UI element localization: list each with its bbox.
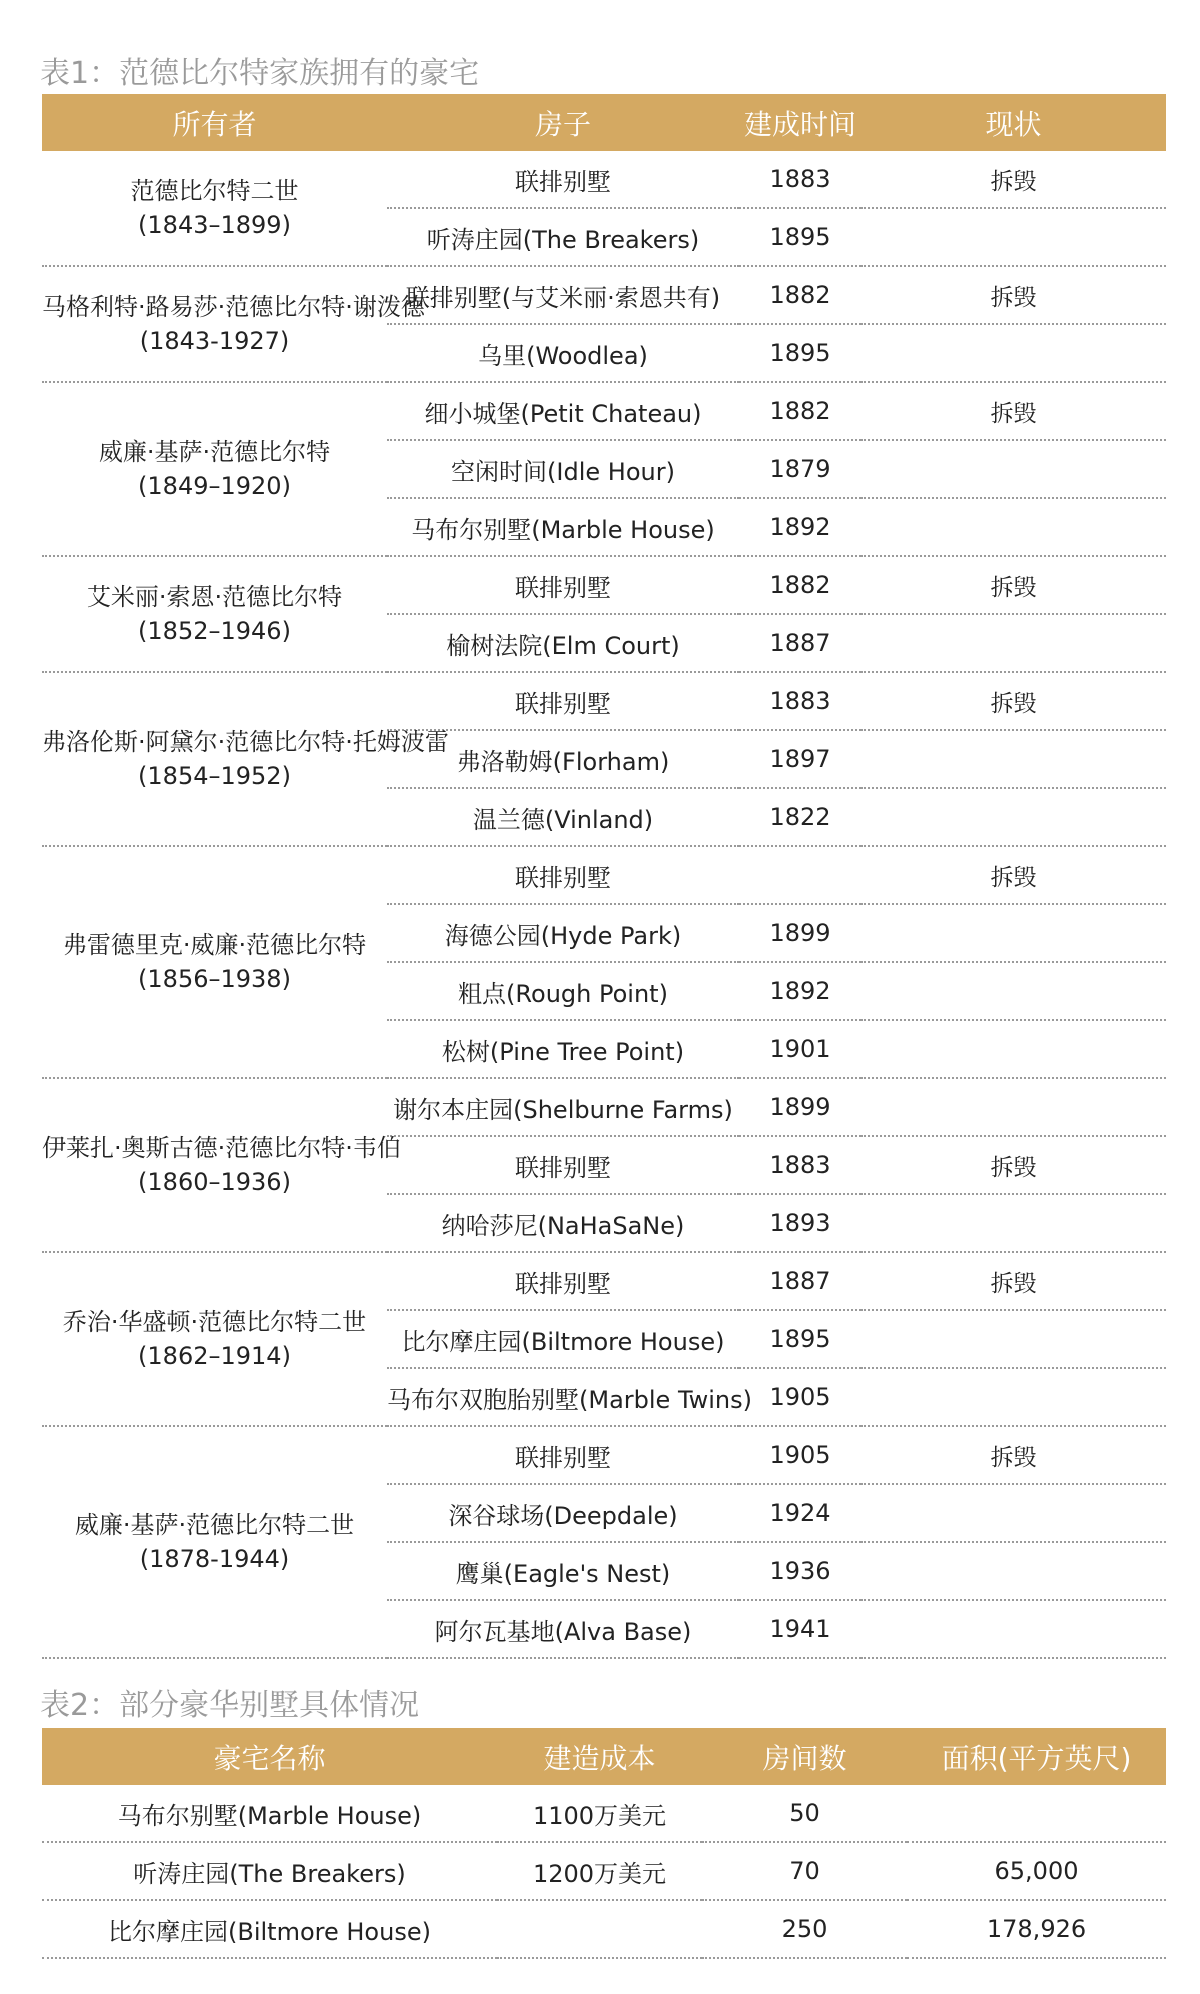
owner-cell	[42, 1426, 387, 1658]
cost-cell	[497, 1900, 702, 1958]
year-cell: 1924	[739, 1484, 861, 1542]
status-cell	[861, 1542, 1166, 1600]
owner-years: (1843–1899)	[138, 211, 291, 239]
owner-name: 弗雷德里克·威廉·范德比尔特	[62, 931, 367, 959]
house-cell: 联排别墅(与艾米丽·索恩共有)	[387, 266, 739, 324]
area-cell	[907, 1785, 1166, 1842]
owner-cell	[42, 1252, 387, 1426]
status-cell	[861, 1600, 1166, 1658]
year-cell: 1822	[739, 788, 861, 846]
table2-body	[42, 1785, 1166, 1958]
year-cell: 1882	[739, 382, 861, 440]
status-cell	[861, 1368, 1166, 1426]
table-row	[42, 846, 1166, 904]
year-cell: 1936	[739, 1542, 861, 1600]
table1-caption: 表1：范德比尔特家族拥有的豪宅	[40, 56, 480, 91]
owner-name: 乔治·华盛顿·范德比尔特二世	[62, 1308, 367, 1336]
owner-name: 范德比尔特二世	[130, 177, 299, 205]
house-cell: 马布尔别墅(Marble House)	[387, 498, 739, 556]
year-cell: 1883	[739, 672, 861, 730]
owner-years: (1843-1927)	[139, 327, 290, 355]
status-cell	[861, 1484, 1166, 1542]
villa-details-table	[42, 1728, 1166, 1959]
year-cell: 1905	[739, 1368, 861, 1426]
year-cell: 1879	[739, 440, 861, 498]
house-cell: 弗洛勒姆(Florham)	[387, 730, 739, 788]
year-cell: 1887	[739, 614, 861, 672]
rooms-cell: 50	[702, 1785, 907, 1842]
owner-cell	[42, 672, 449, 846]
year-cell: 1899	[739, 1078, 861, 1136]
header-owner: 所有者	[42, 94, 387, 151]
house-cell: 联排别墅	[387, 1136, 739, 1194]
house-cell: 阿尔瓦基地(Alva Base)	[387, 1600, 739, 1658]
house-cell: 细小城堡(Petit Chateau)	[387, 382, 739, 440]
header-year: 建成时间	[739, 94, 861, 151]
year-cell: 1893	[739, 1194, 861, 1252]
table-row	[42, 556, 1166, 614]
header-area: 面积(平方英尺)	[907, 1728, 1166, 1785]
status-cell: 拆毁	[861, 1136, 1166, 1194]
status-cell	[861, 440, 1166, 498]
status-cell: 拆毁	[861, 151, 1166, 208]
area-cell: 65,000	[907, 1842, 1166, 1900]
status-cell: 拆毁	[861, 672, 1166, 730]
house-cell: 联排别墅	[387, 556, 739, 614]
house-cell: 松树(Pine Tree Point)	[387, 1020, 739, 1078]
house-cell: 空闲时间(Idle Hour)	[387, 440, 739, 498]
status-cell	[861, 904, 1166, 962]
status-cell: 拆毁	[861, 382, 1166, 440]
status-cell: 拆毁	[861, 1252, 1166, 1310]
table-row	[42, 382, 1166, 440]
status-cell	[861, 730, 1166, 788]
status-cell	[861, 208, 1166, 266]
house-cell: 联排别墅	[387, 672, 739, 730]
owner-cell	[42, 846, 387, 1078]
status-cell: 拆毁	[861, 556, 1166, 614]
owner-name: 威廉·基萨·范德比尔特	[98, 438, 331, 466]
table2-header-row	[42, 1728, 1166, 1785]
house-cell: 马布尔双胞胎别墅(Marble Twins)	[387, 1368, 739, 1426]
owner-years: (1854–1952)	[138, 762, 291, 790]
rooms-cell: 70	[702, 1842, 907, 1900]
house-cell: 温兰德(Vinland)	[387, 788, 739, 846]
table-row	[42, 1842, 1166, 1900]
house-cell: 比尔摩庄园(Biltmore House)	[387, 1310, 739, 1368]
cost-cell: 1200万美元	[497, 1842, 702, 1900]
table-row	[42, 1078, 1166, 1136]
table-row	[42, 1785, 1166, 1842]
mansions-table	[42, 94, 1166, 1659]
house-cell: 纳哈莎尼(NaHaSaNe)	[387, 1194, 739, 1252]
villa-name-cell: 比尔摩庄园(Biltmore House)	[42, 1900, 497, 1958]
owner-cell	[42, 151, 387, 266]
owner-name: 马格利特·路易莎·范德比尔特·谢泼德	[42, 293, 425, 321]
status-cell	[861, 1310, 1166, 1368]
table-row	[42, 1252, 1166, 1310]
owner-cell	[42, 1078, 401, 1252]
owner-cell	[42, 266, 425, 382]
table1-header-row	[42, 94, 1166, 151]
owner-cell	[42, 382, 387, 556]
table-row	[42, 672, 1166, 730]
table-row	[42, 266, 1166, 324]
status-cell	[861, 498, 1166, 556]
year-cell: 1897	[739, 730, 861, 788]
owner-years: (1849–1920)	[138, 472, 291, 500]
table-row	[42, 1426, 1166, 1484]
header-name: 豪宅名称	[42, 1728, 497, 1785]
year-cell: 1887	[739, 1252, 861, 1310]
header-house: 房子	[387, 94, 739, 151]
year-cell: 1901	[739, 1020, 861, 1078]
year-cell: 1895	[739, 324, 861, 382]
house-cell: 联排别墅	[387, 846, 739, 904]
year-cell: 1895	[739, 208, 861, 266]
status-cell	[861, 962, 1166, 1020]
owner-name: 威廉·基萨·范德比尔特二世	[74, 1511, 355, 1539]
year-cell: 1882	[739, 266, 861, 324]
status-cell	[861, 1078, 1166, 1136]
status-cell: 拆毁	[861, 846, 1166, 904]
header-status: 现状	[861, 94, 1166, 151]
house-cell: 粗点(Rough Point)	[387, 962, 739, 1020]
year-cell: 1892	[739, 962, 861, 1020]
house-cell: 联排别墅	[387, 151, 739, 208]
status-cell	[861, 1194, 1166, 1252]
owner-years: (1852–1946)	[138, 617, 291, 645]
year-cell: 1899	[739, 904, 861, 962]
year-cell	[739, 846, 861, 904]
villa-name-cell: 听涛庄园(The Breakers)	[42, 1842, 497, 1900]
status-cell	[861, 1020, 1166, 1078]
year-cell: 1895	[739, 1310, 861, 1368]
house-cell: 乌里(Woodlea)	[387, 324, 739, 382]
cost-cell: 1100万美元	[497, 1785, 702, 1842]
year-cell: 1941	[739, 1600, 861, 1658]
table1-body	[42, 151, 1166, 1658]
status-cell	[861, 788, 1166, 846]
table-row	[42, 151, 1166, 208]
house-cell: 谢尔本庄园(Shelburne Farms)	[387, 1078, 739, 1136]
owner-name: 艾米丽·索恩·范德比尔特	[86, 583, 343, 611]
house-cell: 深谷球场(Deepdale)	[387, 1484, 739, 1542]
year-cell: 1892	[739, 498, 861, 556]
year-cell: 1883	[739, 1136, 861, 1194]
area-cell: 178,926	[907, 1900, 1166, 1958]
owner-cell	[42, 556, 387, 672]
table-row	[42, 1900, 1166, 1958]
status-cell: 拆毁	[861, 1426, 1166, 1484]
year-cell: 1905	[739, 1426, 861, 1484]
year-cell: 1883	[739, 151, 861, 208]
owner-name: 弗洛伦斯·阿黛尔·范德比尔特·托姆波雷	[42, 728, 449, 756]
house-cell: 海德公园(Hyde Park)	[387, 904, 739, 962]
status-cell: 拆毁	[861, 266, 1166, 324]
house-cell: 鹰巢(Eagle's Nest)	[387, 1542, 739, 1600]
house-cell: 联排别墅	[387, 1252, 739, 1310]
header-cost: 建造成本	[497, 1728, 702, 1785]
year-cell: 1882	[739, 556, 861, 614]
table2-caption: 表2：部分豪华别墅具体情况	[40, 1688, 420, 1723]
header-rooms: 房间数	[702, 1728, 907, 1785]
owner-years: (1856–1938)	[138, 965, 291, 993]
owner-years: (1860–1936)	[138, 1168, 291, 1196]
house-cell: 听涛庄园(The Breakers)	[387, 208, 739, 266]
owner-name: 伊莱扎·奥斯古德·范德比尔特·韦伯	[42, 1134, 401, 1162]
rooms-cell: 250	[702, 1900, 907, 1958]
status-cell	[861, 324, 1166, 382]
villa-name-cell: 马布尔别墅(Marble House)	[42, 1785, 497, 1842]
status-cell	[861, 614, 1166, 672]
owner-years: (1878-1944)	[139, 1545, 290, 1573]
owner-years: (1862–1914)	[138, 1342, 291, 1370]
house-cell: 榆树法院(Elm Court)	[387, 614, 739, 672]
house-cell: 联排别墅	[387, 1426, 739, 1484]
